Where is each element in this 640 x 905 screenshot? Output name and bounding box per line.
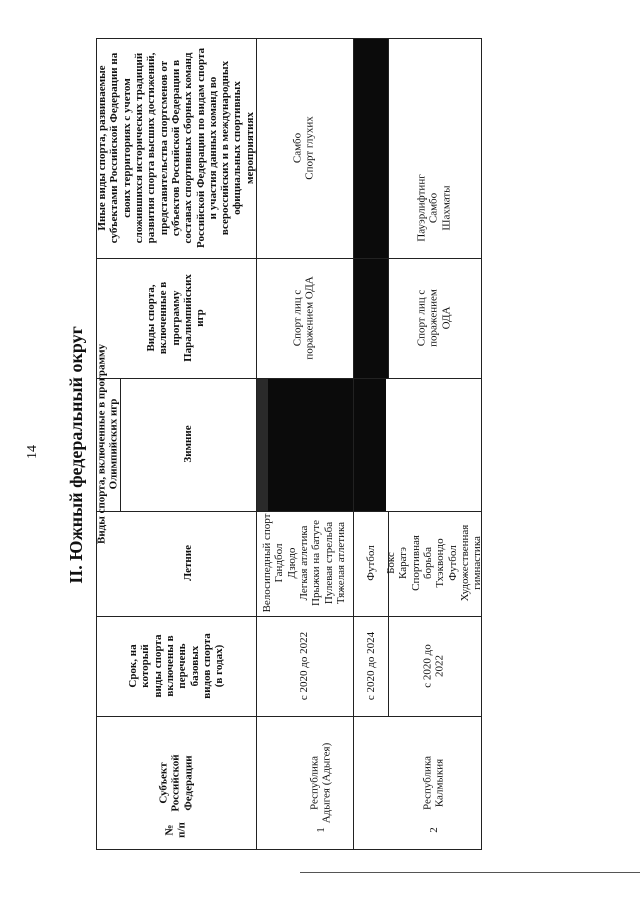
row1-paralympic: Спорт лиц с поражением ОДА	[291, 276, 316, 360]
header-winter: Зимние	[181, 425, 194, 463]
row2-paralympic: Спорт лиц с поражением ОДА	[415, 289, 453, 347]
row1-summer-b: Футбол	[364, 545, 377, 581]
row1-number: 1	[314, 827, 327, 833]
redacted-area-winter	[256, 378, 386, 511]
redacted-area-edge	[256, 378, 268, 511]
header-subject: Субъект Российской Федерации	[157, 754, 195, 812]
row1-period-a: с 2020 до 2022	[297, 631, 310, 701]
page-number: 14	[25, 445, 41, 459]
row2-other: Пауэрлифтинг Самбо Шахматы	[415, 174, 453, 242]
row2-subject: Республика Калмыкия	[421, 755, 446, 811]
row2-number: 2	[427, 827, 440, 833]
row2-summer: Бокс Каратэ Спортивная борьба Тхэквондо Футбол Художественная гимнастика	[384, 524, 483, 602]
header-summer: Летние	[181, 545, 194, 581]
sports-table	[96, 38, 482, 850]
section-title: II. Южный федеральный округ	[65, 326, 86, 584]
redacted-area-column	[353, 38, 388, 378]
row1-other: Самбо Спорт глухих	[291, 116, 316, 180]
row1-subject: Республика Адыгея (Адыгея)	[308, 742, 333, 824]
row1-period-b: с 2020 до 2024	[364, 631, 377, 701]
bottom-rule	[300, 872, 640, 873]
row2-period: с 2020 до 2022	[421, 644, 446, 688]
header-other-sports: Иные виды спорта, развиваемые субъектами Российской Федерации на своих территориях с учетом сложившихся исторических традиций развития спорта высших достижений, представительства спортсменов от субъектов Российской Федерации в составах спортивных сборных команд Российской Федерации по видам спорта и участия данных команд во всероссийских и в международных официальных спортивных мероприятиях	[95, 48, 256, 248]
row1-summer-a: Велосипедный спорт Гандбол Дзюдо Легкая атлетика Прыжки на батуте Пулевая стрельба Тяжелая атлетика	[260, 513, 347, 613]
header-olympic: Виды спорта, включенные в программу Олимпийских игр	[95, 344, 120, 544]
header-period: Срок, на который виды спорта включены в перечень базовых видов спорта (в годах)	[126, 633, 225, 699]
header-number: № п/п	[163, 822, 188, 838]
header-paralympic: Виды спорта, включенные в программу Паралимпийских игр	[145, 274, 207, 362]
